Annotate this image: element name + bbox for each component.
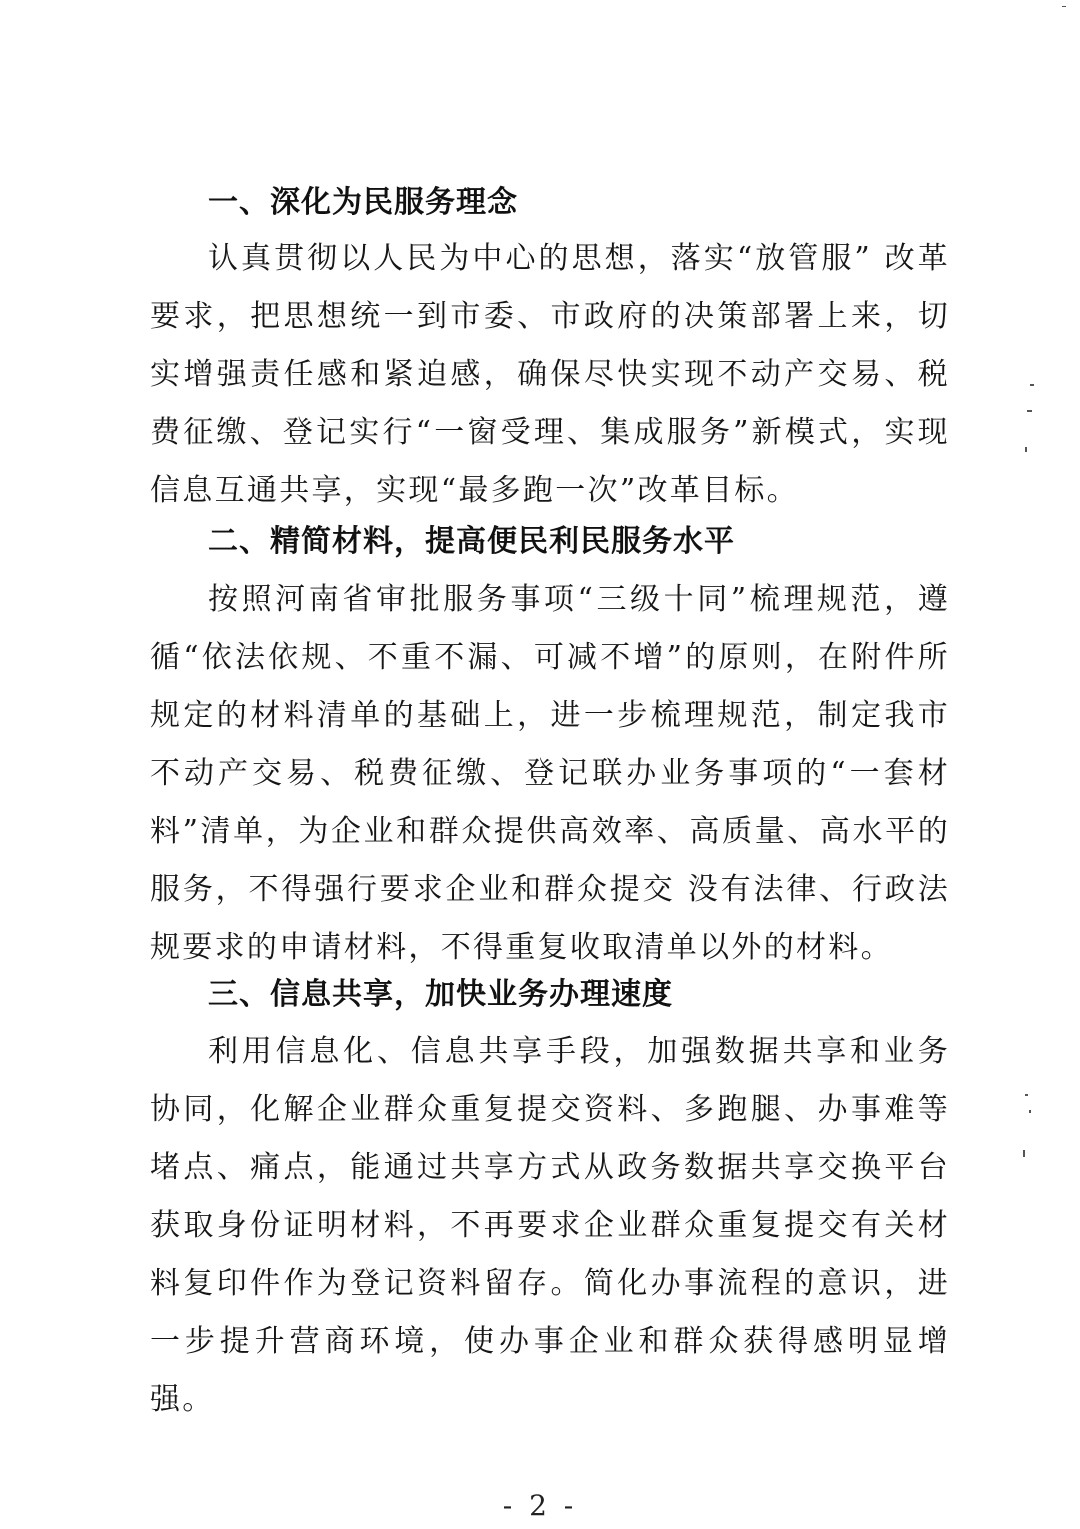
section-1-heading: 一、深化为民服务理念	[208, 185, 518, 220]
section-2-heading: 二、精简材料，提高便民利民服务水平	[208, 524, 735, 559]
section-3-heading: 三、信息共享，加快业务办理速度	[208, 977, 673, 1012]
section-2-paragraph: 按照河南省审批服务事项“三级十同”梳理规范，遵循“依法依规、不重不漏、可减不增”的原则，在附件所规定的材料清单的基础上，进一步梳理规范，制定我市不动产交易、税费征缴、登记联办业务事项的“一套材料”清单，为企业和群众提供高效率、高质量、高水平的服务，不得强行要求企业和群众提交 没有法律、行政法规要求的申请材料，不得重复收取清单以外的材料。	[150, 582, 950, 965]
scan-speck	[1025, 1094, 1028, 1096]
section-1-paragraph: 认真贯彻以人民为中心的思想，落实“放管服” 改革要求，把思想统一到市委、市政府的决策部署上来，切实增强责任感和紧迫感，确保尽快实现不动产交易、税费征缴、登记实行“一窗受理、集成服务”新模式，实现信息互通共享，实现“最多跑一次”改革目标。	[150, 241, 950, 508]
scan-speck	[1025, 447, 1027, 452]
scan-speck	[1030, 384, 1034, 386]
scan-speck	[1023, 1150, 1025, 1157]
scan-speck	[1029, 1110, 1031, 1113]
scan-speck	[1027, 410, 1032, 412]
scan-speck	[1062, 6, 1066, 7]
page-number: - 2 -	[502, 1489, 578, 1522]
section-3-paragraph: 利用信息化、信息共享手段，加强数据共享和业务协同，化解企业群众重复提交资料、多跑腿、办事难等堵点、痛点，能通过共享方式从政务数据共享交换平台获取身份证明材料，不再要求企业群众重复提交有关材料复印件作为登记资料留存。简化办事流程的意识，进一步提升营商环境，使办事企业和群众获得感明显增强。	[150, 1034, 950, 1417]
